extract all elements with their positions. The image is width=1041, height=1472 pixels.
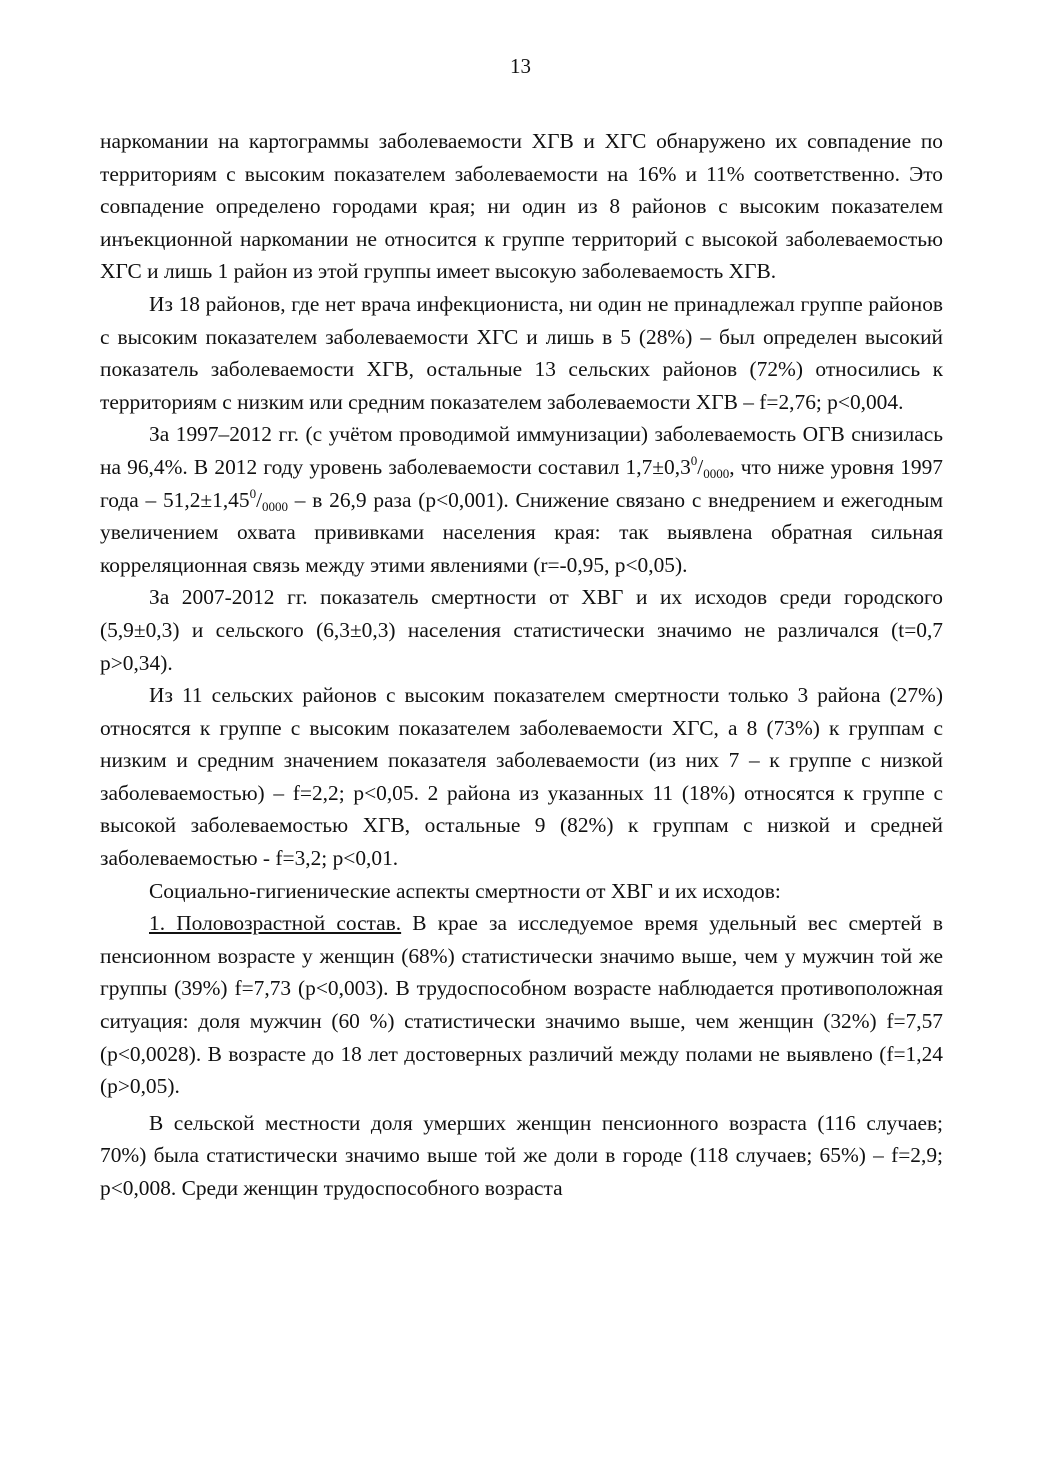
paragraph-7-text: В крае за исследуемое время удельный вес смертей в пенсионном возрасте у женщин (68%) статистически значимо выше, чем у мужчин той же группы (39%) f=7,73 (p<0,003). В трудоспособном возрасте наблюдается противоположная ситуация: доля мужчин (60 %) статистически значимо выше, чем женщин (32%) f=7,57 (p<0,0028). В возрасте до 18 лет достоверных различий между полами не выявлено (f=1,24 (p>0,05). [100, 911, 943, 1099]
paragraph-2: Из 18 районов, где нет врача инфекциониста, ни один не принадлежал группе районов с высоким показателем заболеваемости ХГС и лишь в 5 (28%) – был определен высокий показатель заболеваемости ХГВ, остальные 13 сельских районов (72%) относились к территориям с низким или средним показателем заболеваемости ХГВ – f=2,76; p<0,004. [100, 291, 943, 414]
page-number: 13 [510, 54, 531, 78]
paragraph-4: За 2007-2012 гг. показатель смертности от ХВГ и их исходов среди городского (5,9±0,3) и сельского (6,3±0,3) населения статистически значимо не различался (t=0,7 p>0,34). [100, 585, 943, 675]
paragraph-1: наркомании на картограммы заболеваемости ХГВ и ХГС обнаружено их совпадение по территориям с высоким показателем заболеваемости на 16% и 11% соответственно. Это совпадение определено городами края; ни один из 8 районов с высоким показателем инъекционной наркомании не относится к группе территорий с высокой заболеваемостью ХГС и лишь 1 район из этой группы имеет высокую заболеваемость ХГВ. [100, 129, 943, 284]
section-heading-sex-age: 1. Половозрастной состав. [149, 911, 402, 936]
paragraph-6: Социально-гигиенические аспекты смертности от ХВГ и их исходов: [149, 878, 781, 903]
paragraph-3 [100, 418, 943, 581]
rate-slash-2: / [256, 487, 263, 512]
paragraph-3-part-a: За 1997–2012 гг. (с учётом проводимой иммунизации) заболеваемость ОГВ снизилась на 96,4%. В 2012 году уровень заболеваемости составил 1,7±0,3 [100, 422, 943, 479]
rate-subscript-1: 0000 [703, 465, 730, 481]
rate-superscript-1: 0 [690, 452, 698, 468]
rate-subscript-2: 0000 [262, 498, 289, 514]
paragraph-8: В сельской местности доля умерших женщин пенсионного возраста (116 случаев; 70%) была статистически значимо выше той же доли в городе (118 случаев; 65%) – f=2,9; p<0,008. Среди женщин трудоспособного возраста [100, 1110, 943, 1200]
rate-superscript-2: 0 [249, 485, 257, 501]
paragraph-3-part-b: , что ниже уровня 1997 года – 51,2±1,45 [100, 454, 943, 512]
rate-slash-1: / [697, 454, 704, 479]
paragraph-7 [100, 907, 943, 1103]
paragraph-3-part-c: – в 26,9 раза (p<0,001). Снижение связано с внедрением и ежегодным увеличением охвата прививками населения края: так выявлена обратная сильная корреляционная связь между этими явлениями (r=-0,95, p<0,05). [100, 487, 943, 577]
document-body [100, 125, 943, 1205]
paragraph-5: Из 11 сельских районов с высоким показателем смертности только 3 района (27%) относятся к группе с высоким показателем заболеваемости ХГС, а 8 (73%) к группам с низким и средним значением показателя заболеваемости (из них 7 – к группе с низкой заболеваемостью) – f=2,2; p<0,05. 2 района из указанных 11 (18%) относятся к группе с высокой заболеваемостью ХГВ, остальные 9 (82%) к группам с низкой и средней заболеваемостью - f=3,2; p<0,01. [100, 683, 943, 871]
